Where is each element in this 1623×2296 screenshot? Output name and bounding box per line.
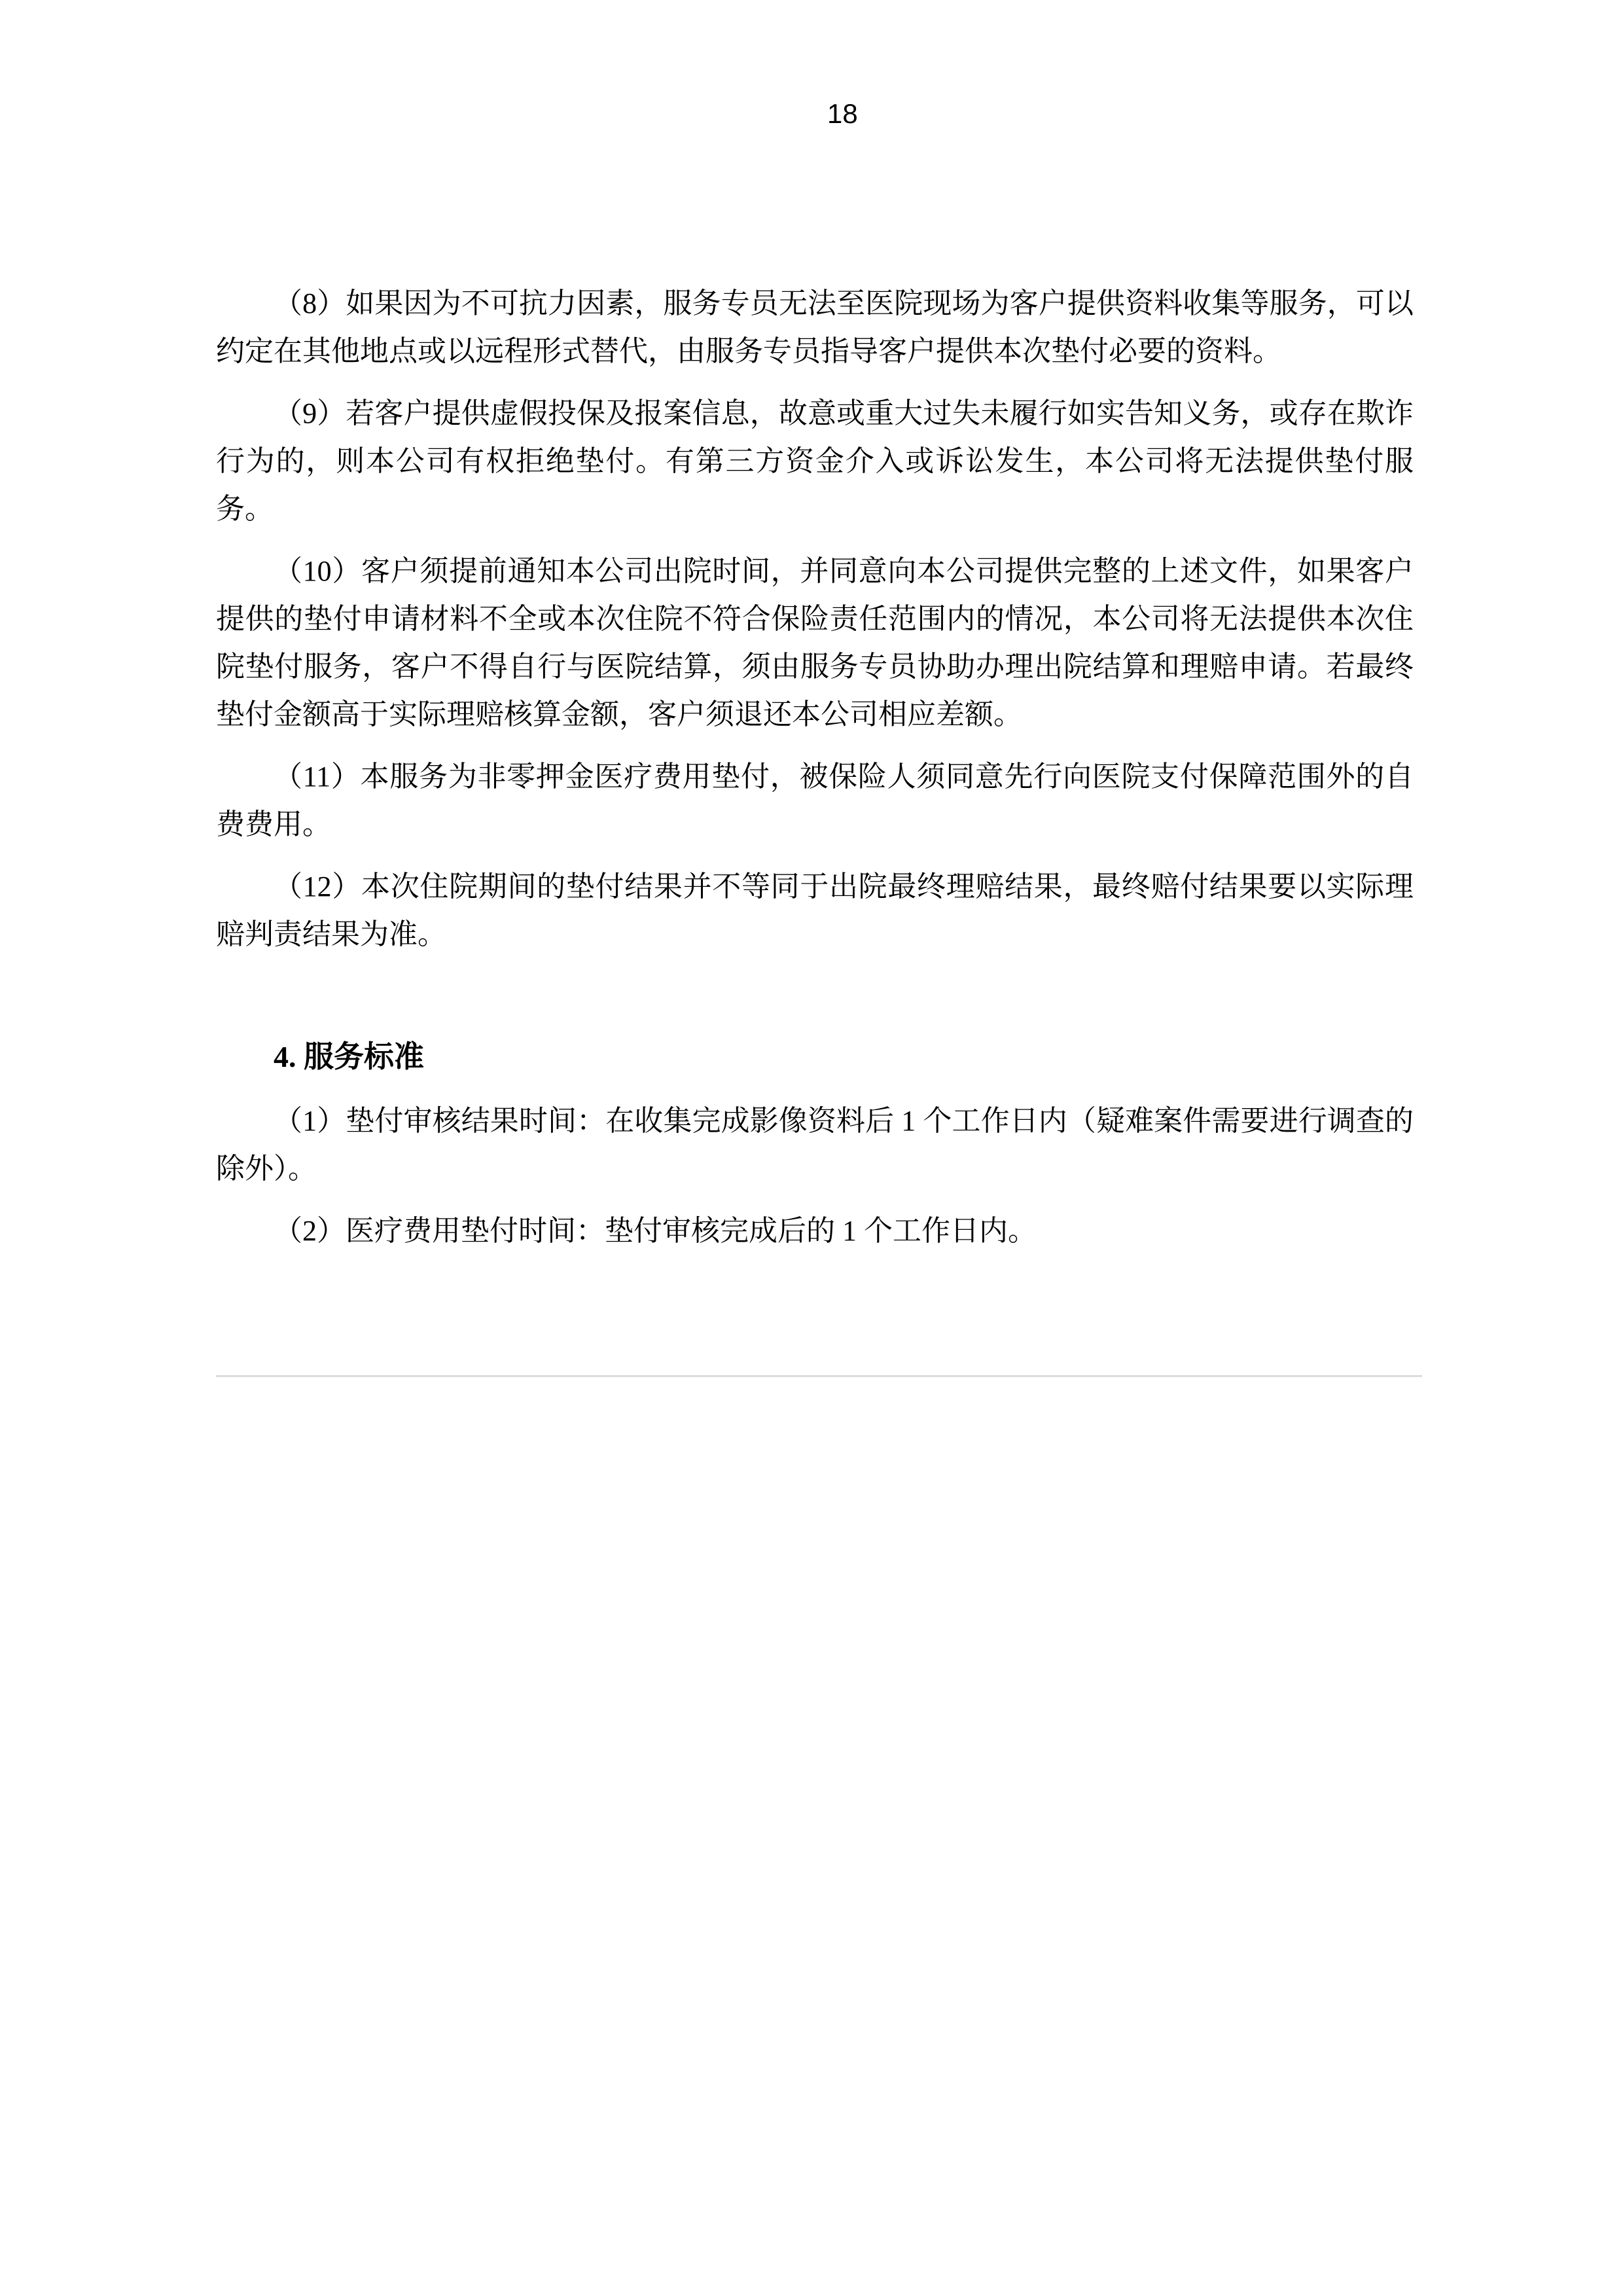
standard-item-2: （2）医疗费用垫付时间：垫付审核完成后的 1 个工作日内。 (274, 1215, 1037, 1247)
paragraph-8: （8）如果因为不可抗力因素，服务专员无法至医院现场为客户提供资料收集等服务，可以约定在其他地点或以远程形式替代，由服务专员指导客户提供本次垫付必要的资料。 (216, 287, 1414, 367)
paragraph-11: （11）本服务为非零押金医疗费用垫付，被保险人须同意先行向医院支付保障范围外的自费费用。 (216, 761, 1414, 840)
page-number: 18 (827, 98, 858, 129)
standard-item-1: （1）垫付审核结果时间：在收集完成影像资料后 1 个工作日内（疑难案件需要进行调查的除外）。 (216, 1105, 1414, 1185)
paragraph-10: （10）客户须提前通知本公司出院时间，并同意向本公司提供完整的上述文件，如果客户提供的垫付申请材料不全或本次住院不符合保险责任范围内的情况，本公司将无法提供本次住院垫付服务，客户不得自行与医院结算，须由服务专员协助办理出院结算和理赔申请。若最终垫付金额高于实际理赔核算金额，客户须退还本公司相应差额。 (216, 555, 1414, 730)
horizontal-divider (216, 1375, 1422, 1377)
document-body (216, 279, 1414, 1269)
paragraph-12: （12）本次住院期间的垫付结果并不等同于出院最终理赔结果，最终赔付结果要以实际理赔判责结果为准。 (216, 870, 1414, 950)
section-heading-service-standard: 4. 服务标准 (274, 1040, 424, 1073)
paragraph-9: （9）若客户提供虚假投保及报案信息，故意或重大过失未履行如实告知义务，或存在欺诈行为的，则本公司有权拒绝垫付。有第三方资金介入或诉讼发生，本公司将无法提供垫付服务。 (216, 397, 1414, 525)
